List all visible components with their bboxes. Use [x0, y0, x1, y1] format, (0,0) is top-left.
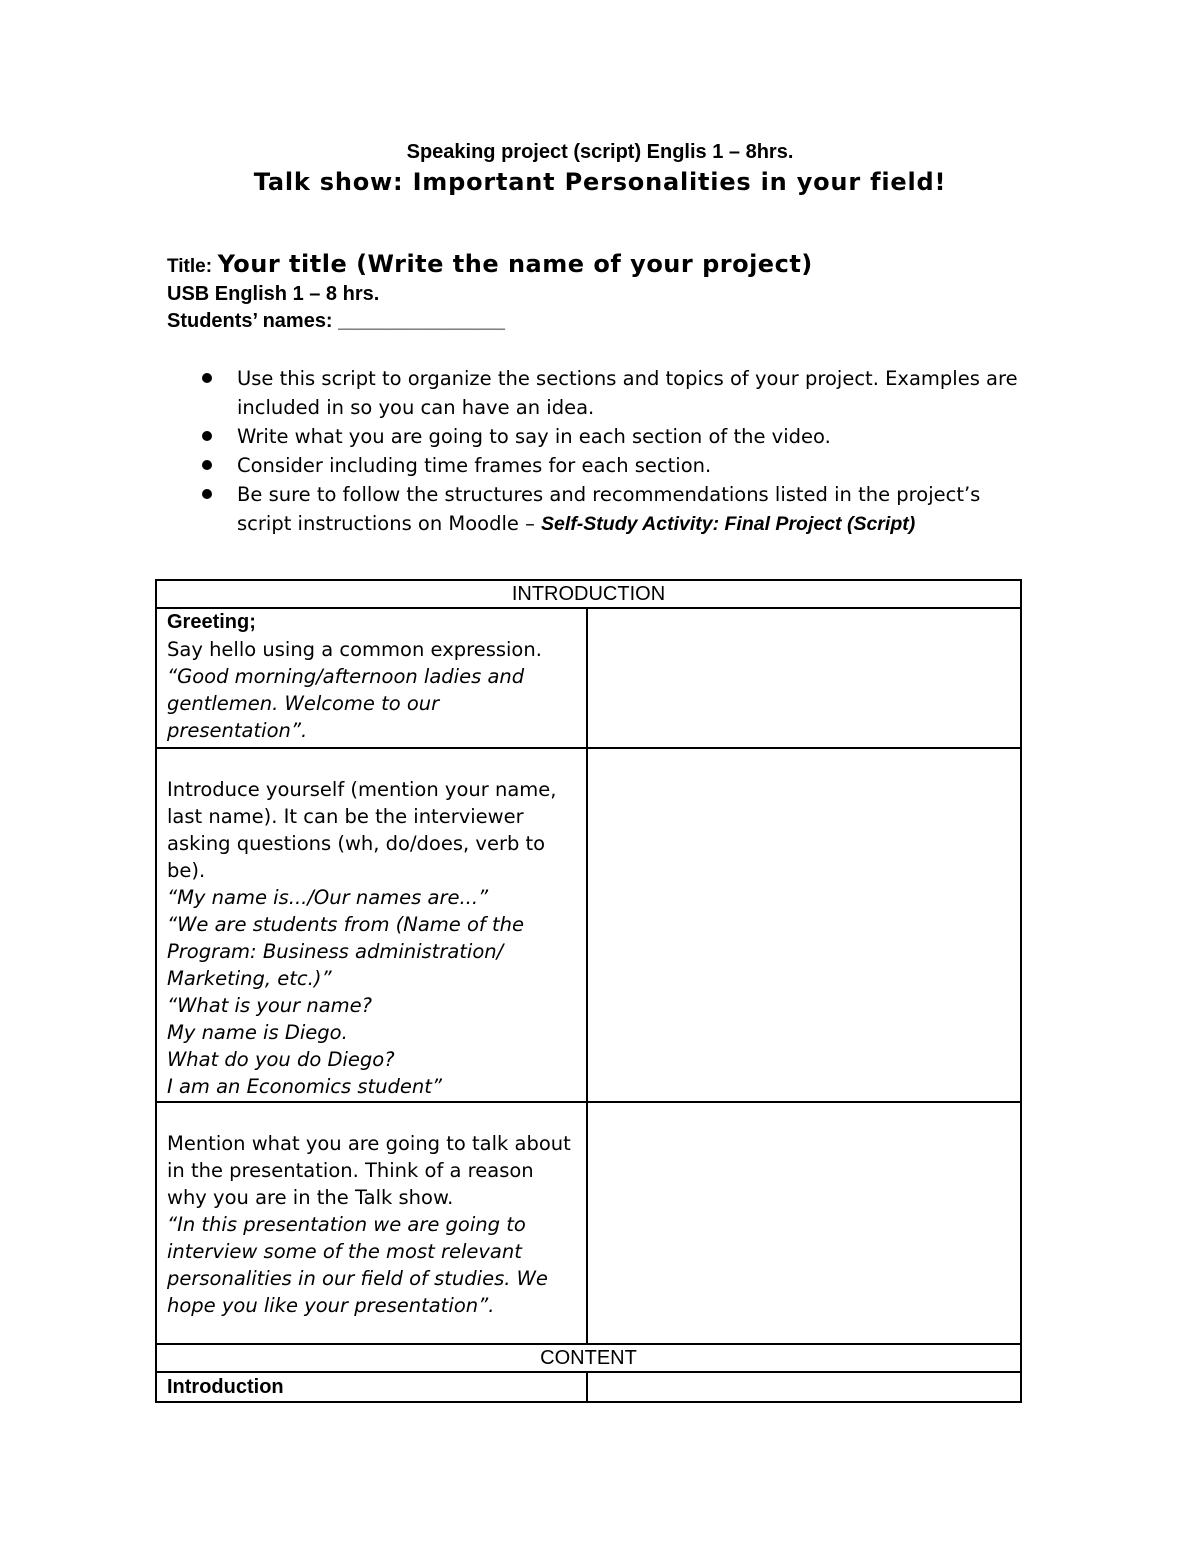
talk-show-title: Talk show: Important Personalities in your field!: [253, 168, 947, 196]
list-item: [200, 480, 1040, 539]
script-table: [155, 579, 1022, 1403]
introduce-example: What do you do Diego?: [167, 1048, 395, 1071]
introduce-example: “We are students from (Name of the Program: Business administration/ Marketing, etc.)”: [167, 913, 524, 990]
content-header: CONTENT: [156, 1344, 1021, 1372]
title-label: Title:: [167, 256, 213, 277]
introduce-answer-cell[interactable]: [587, 748, 1021, 1102]
students-label: Students’ names:: [167, 310, 333, 332]
course-line: USB English 1 – 8 hrs.: [167, 283, 380, 305]
greeting-label: Greeting;: [167, 611, 256, 633]
content-intro-cell: [156, 1372, 587, 1402]
instruction-list: [200, 364, 1040, 539]
mention-cell: [156, 1102, 587, 1344]
greeting-text: Say hello using a common expression.: [167, 638, 542, 661]
table-row: [156, 748, 1021, 1102]
list-item: [200, 364, 1040, 422]
introduce-example: “What is your name?: [167, 994, 373, 1017]
list-item: [200, 451, 1040, 480]
bullet-icon: [202, 489, 212, 499]
table-row: [156, 1372, 1021, 1402]
content-intro-label: Introduction: [167, 1376, 284, 1398]
mention-example: “In this presentation we are going to interview some of the most relevant personalities in our field of studies. We hope you like your presentation”.: [167, 1213, 548, 1317]
table-row: [156, 1102, 1021, 1344]
introduce-example: My name is Diego.: [167, 1021, 348, 1044]
table-row: [156, 1344, 1021, 1372]
introduce-text: Introduce yourself (mention your name, last name). It can be the interviewer asking questions (wh, do/does, verb to be).: [167, 778, 557, 882]
greeting-answer-cell[interactable]: [587, 608, 1021, 748]
title-value: Your title (Write the name of your project): [217, 250, 813, 278]
introduce-cell: [156, 748, 587, 1102]
content-intro-answer-cell[interactable]: [587, 1372, 1021, 1402]
instruction-text: Be sure to follow the structures and recommendations listed in the project’s script instructions on Moodle –: [237, 483, 981, 535]
table-row: [156, 580, 1021, 608]
bullet-icon: [202, 460, 212, 470]
instruction-text: Consider including time frames for each section.: [237, 454, 712, 477]
project-heading: Speaking project (script) Englis 1 – 8hrs.: [406, 141, 794, 163]
list-item: [200, 422, 1040, 451]
moodle-activity-name: Self-Study Activity: Final Project (Script): [541, 513, 916, 535]
greeting-cell: [156, 608, 587, 748]
instruction-text: Write what you are going to say in each section of the video.: [237, 425, 831, 448]
table-row: [156, 608, 1021, 748]
bullet-icon: [202, 373, 212, 383]
introduce-example: “My name is.../Our names are...”: [167, 886, 489, 909]
bullet-icon: [202, 431, 212, 441]
mention-text: Mention what you are going to talk about in the presentation. Think of a reason why you are in the Talk show.: [167, 1132, 571, 1209]
introduction-header: INTRODUCTION: [156, 580, 1021, 608]
instruction-text: Use this script to organize the sections and topics of your project. Examples are included in so you can have an idea.: [237, 367, 1018, 419]
students-line: [167, 310, 505, 333]
title-line: [167, 250, 813, 278]
mention-answer-cell[interactable]: [587, 1102, 1021, 1344]
students-blank: _______________: [338, 310, 506, 332]
greeting-example: “Good morning/afternoon ladies and gentlemen. Welcome to our presentation”.: [167, 665, 525, 742]
introduce-example: I am an Economics student”: [167, 1075, 442, 1098]
